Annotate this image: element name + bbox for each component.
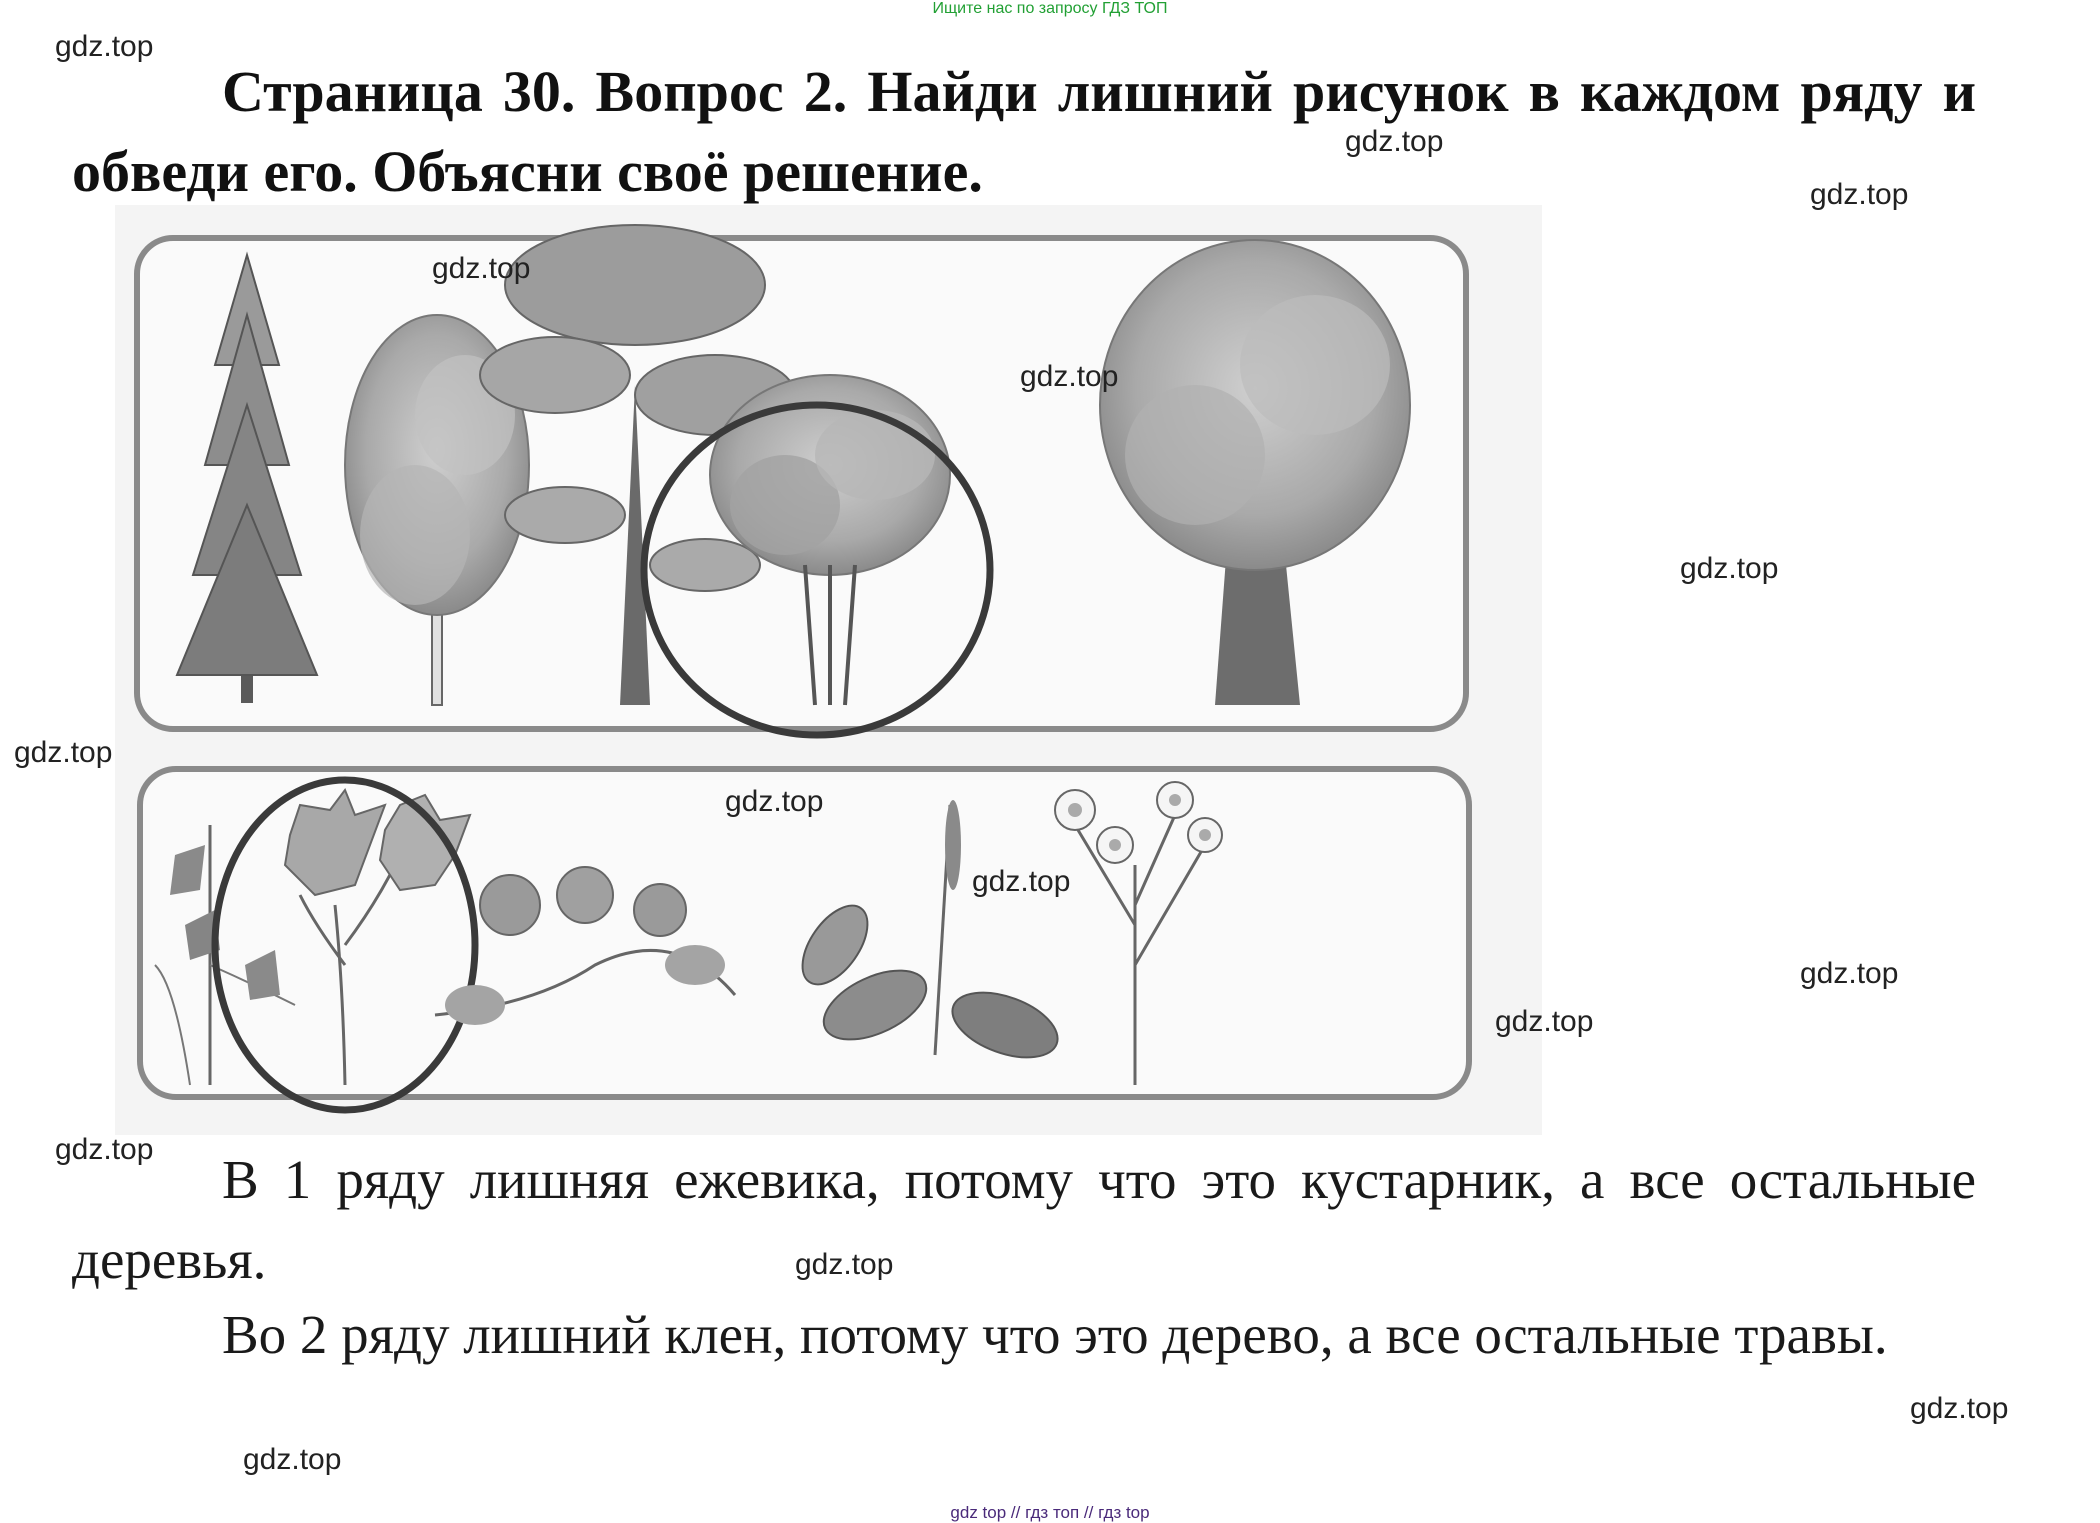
top-banner[interactable]: Ищите нас по запросу ГДЗ ТОП — [932, 0, 1168, 17]
watermark: gdz.top — [1680, 552, 1779, 585]
watermark: gdz.top — [1345, 125, 1444, 158]
watermark: gdz.top — [1910, 1392, 2009, 1425]
watermark: gdz.top — [972, 865, 1071, 898]
watermark: gdz.top — [1810, 178, 1909, 211]
watermark: gdz.top — [432, 252, 531, 285]
watermark: gdz.top — [14, 736, 113, 769]
watermark: gdz.top — [795, 1248, 894, 1281]
watermark: gdz.top — [243, 1443, 342, 1476]
exercise-figure — [115, 205, 1542, 1135]
footer-links[interactable]: gdz top // гдз топ // гдз top — [950, 1503, 1150, 1522]
answer-row-2: Во 2 ряду лишний клен, потому что это дерево, а все остальные травы. — [222, 1304, 1888, 1365]
watermark: gdz.top — [55, 1133, 154, 1166]
watermark: gdz.top — [55, 30, 154, 63]
watermark: gdz.top — [725, 785, 824, 818]
watermark: gdz.top — [1495, 1005, 1594, 1038]
watermark: gdz.top — [1800, 957, 1899, 990]
watermark: gdz.top — [1020, 360, 1119, 393]
page-title: Страница 30. Вопрос 2. Найди лишний рисунок в каждом ряду и обведи его. Объясни своё решение. — [72, 59, 1976, 204]
answer-row-1: В 1 ряду лишняя ежевика, потому что это кустарник, а все остальные деревья. — [72, 1149, 1976, 1290]
